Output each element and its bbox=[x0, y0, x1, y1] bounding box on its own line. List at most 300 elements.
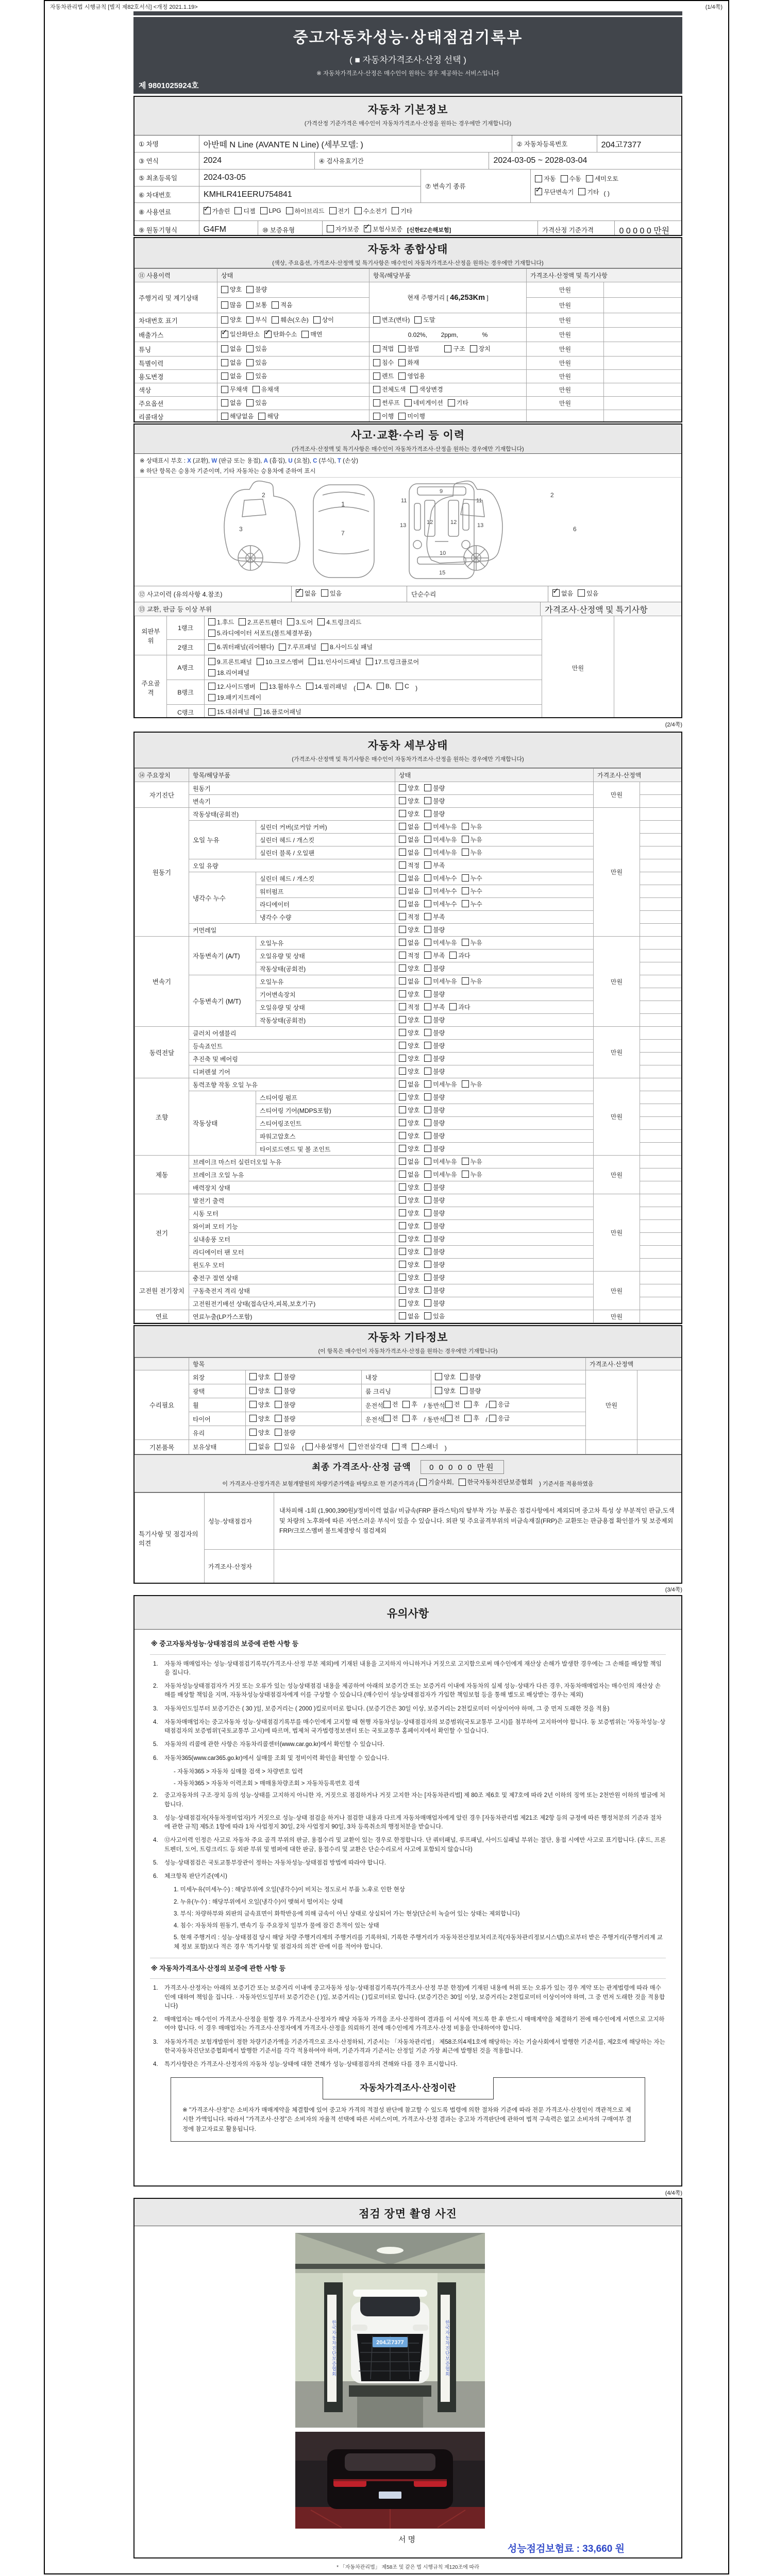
remarks-table bbox=[135, 1493, 682, 1584]
hold-state-label: 보유상태 bbox=[189, 1440, 246, 1454]
checkbox-option bbox=[399, 1003, 419, 1011]
checkbox-option bbox=[373, 344, 394, 353]
detail-item-label: 오일유량 및 상태 bbox=[256, 1001, 395, 1014]
unchecked-checkbox-icon bbox=[221, 386, 228, 393]
svg-text:13: 13 bbox=[477, 522, 483, 529]
unchecked-checkbox-icon bbox=[410, 386, 417, 393]
overall-note: (색상, 주요옵션, 가격조사·산정액 및 특기사항은 매수인이 자동차가격조사·산정을 원하는 경우에만 기재합니다) bbox=[272, 260, 544, 266]
checkbox-label: 양호 bbox=[408, 797, 420, 805]
checkbox-label: 양호 bbox=[408, 1016, 420, 1024]
detail-price-blank bbox=[640, 1297, 682, 1310]
checkbox-label: 해당 bbox=[267, 413, 279, 420]
checkbox-option bbox=[424, 938, 457, 947]
price-unit: 만원 bbox=[527, 370, 604, 383]
unchecked-checkbox-icon bbox=[234, 207, 242, 214]
unchecked-checkbox-icon bbox=[321, 589, 328, 597]
detail-state-options bbox=[395, 1040, 594, 1053]
checkbox-option bbox=[249, 1372, 270, 1381]
unchecked-checkbox-icon bbox=[462, 977, 469, 985]
notice-item-text: 자동차매매업자는 중고자동차 성능·상태점검기록부를 매수인에게 고지할 때 현행 자동차성능·상태점검자의 보증범위(국토교통부 고시)를 첨부하여 고지하여야 합니다. 동 보증범위는 '자동차성능·상태점검자의 보증범위'(국토교통부 고시)에 따르며, 법제처 국가법령정보센터 또는 국토교통부 홈페이지에서 확인할 수 있습니다. bbox=[164, 1719, 666, 1734]
row-vin-mark bbox=[135, 313, 683, 328]
checked-checkbox-icon bbox=[364, 225, 371, 232]
svg-text:11: 11 bbox=[400, 498, 407, 504]
detail-item-label: 워터펌프 bbox=[256, 885, 395, 898]
vin-label: ⑥ 차대번호 bbox=[139, 192, 171, 199]
checkbox-label: 없음 bbox=[258, 1443, 271, 1451]
detail-h-item: 항목/해당부품 bbox=[189, 769, 395, 782]
detail-subgroup-label: 작동상태 bbox=[189, 1091, 256, 1156]
basic-title: 자동차 기본정보 bbox=[367, 104, 448, 116]
detail-state-options bbox=[395, 1181, 594, 1194]
passenger-seat-label: 동반석 bbox=[427, 1416, 445, 1423]
checkbox-label: 19.패키지트레이 bbox=[217, 694, 262, 701]
detail-price-blank bbox=[640, 1284, 682, 1297]
checkbox-option bbox=[399, 874, 419, 883]
checkbox-label: 변조(변타) bbox=[382, 316, 410, 324]
vin-mark-label: 차대번호 표기 bbox=[135, 313, 217, 328]
svg-text:10: 10 bbox=[439, 550, 446, 556]
notice-subitem: 3. 부식: 차량하부와 외판의 금속표면이 화학반응에 의해 금속이 아닌 상태로 상실되어 가는 현상(단순히 녹슬어 있는 상태는 제외합니다) bbox=[174, 1910, 520, 1917]
detail-row bbox=[135, 1310, 683, 1323]
checkbox-option bbox=[221, 330, 260, 338]
row-color bbox=[135, 383, 683, 397]
checkbox-label: 양호 bbox=[408, 1093, 420, 1101]
checkbox-label: 불량 bbox=[433, 1196, 445, 1204]
unchecked-checkbox-icon bbox=[272, 301, 279, 309]
unchecked-checkbox-icon bbox=[287, 618, 294, 625]
checkbox-option bbox=[399, 1209, 419, 1217]
emission-label: 배출가스 bbox=[135, 328, 217, 342]
checkbox-option bbox=[366, 657, 419, 666]
checkbox-option bbox=[383, 1400, 398, 1409]
unchecked-checkbox-icon bbox=[399, 913, 406, 920]
unchecked-checkbox-icon bbox=[373, 359, 380, 366]
checkbox-label: 양호 bbox=[408, 1261, 420, 1268]
rankA-label: A랭크 bbox=[167, 655, 205, 680]
inspection-insurance-fee: 성능점검보험료 : 33,660 원 bbox=[507, 2544, 625, 2554]
checkbox-option bbox=[424, 1067, 445, 1076]
unchecked-checkbox-icon bbox=[327, 225, 334, 232]
state-code-letter: T bbox=[337, 458, 341, 464]
detail-state-options bbox=[395, 1001, 594, 1014]
checkbox-label: 없음 bbox=[230, 399, 242, 407]
usage-item bbox=[369, 370, 527, 383]
unchecked-checkbox-icon bbox=[275, 1443, 282, 1450]
unchecked-checkbox-icon bbox=[373, 316, 380, 324]
checkbox-label: 없음 bbox=[408, 939, 420, 946]
checkbox-option bbox=[399, 1131, 419, 1140]
checkbox-option bbox=[462, 822, 482, 831]
reg-no-value: 204고7377 bbox=[601, 140, 642, 149]
unchecked-checkbox-icon bbox=[424, 900, 431, 907]
unchecked-checkbox-icon bbox=[449, 1003, 457, 1010]
checkbox-label: 누유 bbox=[470, 1171, 482, 1178]
unchecked-checkbox-icon bbox=[399, 810, 406, 817]
title-divider bbox=[133, 15, 682, 17]
outer-panel-label: 외판부위 bbox=[135, 616, 167, 655]
notice-item-number: 4. bbox=[153, 1719, 158, 1725]
final-price-value: 0 0 0 0 0 만원 bbox=[421, 1460, 504, 1474]
checkbox-option bbox=[399, 1247, 419, 1256]
detail-state-options bbox=[395, 808, 594, 821]
final-price-note bbox=[135, 1478, 681, 1488]
unchecked-checkbox-icon bbox=[399, 990, 406, 997]
checkbox-option bbox=[287, 618, 313, 626]
svg-text:15: 15 bbox=[439, 570, 445, 576]
separator: / bbox=[424, 1402, 426, 1410]
checkbox-label: 미세누유 bbox=[433, 836, 457, 843]
checkbox-option bbox=[424, 964, 445, 973]
checkbox-option bbox=[309, 657, 361, 666]
checkbox-option bbox=[249, 1442, 270, 1451]
unchecked-checkbox-icon bbox=[445, 1415, 452, 1422]
detail-subgroup-label: 오일 누유 bbox=[189, 821, 256, 859]
page-marker-4: (4/4쪽) bbox=[665, 2190, 682, 2196]
checkbox-label: 없음 bbox=[408, 874, 420, 882]
checkbox-label: 있음 bbox=[255, 399, 267, 407]
checkbox-label: 없음 bbox=[408, 887, 420, 895]
detail-item-label: 냉각수 수량 bbox=[256, 911, 395, 924]
checkbox-label: 불량 bbox=[433, 990, 445, 998]
checkbox-option bbox=[399, 848, 419, 857]
unchecked-checkbox-icon bbox=[221, 286, 228, 293]
detail-price-blank bbox=[640, 975, 682, 988]
checkbox-label: 불량 bbox=[433, 1209, 445, 1217]
checkbox-label: 없음 bbox=[408, 1171, 420, 1178]
checkbox-label: 불량 bbox=[469, 1387, 481, 1395]
checkbox-option bbox=[399, 861, 419, 870]
checkbox-option bbox=[399, 1028, 419, 1037]
checkbox-option bbox=[424, 912, 445, 921]
svg-text:6: 6 bbox=[573, 526, 577, 533]
checkbox-option bbox=[286, 207, 325, 215]
unchecked-checkbox-icon bbox=[424, 977, 431, 985]
checkbox-option bbox=[462, 1080, 482, 1089]
checkbox-label: 양호 bbox=[408, 1145, 420, 1153]
checkbox-label: 훼손(오손) bbox=[280, 316, 309, 324]
car-base-legend: ※ 하단 항목은 승용차 기준이며, 기타 자동차는 승용차에 준하여 표시 bbox=[140, 468, 316, 474]
checkbox-label: 불법 bbox=[407, 345, 419, 353]
svg-text:9: 9 bbox=[439, 488, 443, 495]
etc-h-item: 항목 bbox=[189, 1358, 586, 1370]
detail-price-blank bbox=[640, 1181, 682, 1194]
notice-item-number: 2. bbox=[153, 1792, 158, 1799]
unchecked-checkbox-icon bbox=[399, 1106, 406, 1113]
checkbox-option bbox=[464, 1400, 479, 1409]
checkbox-label: 상이 bbox=[322, 316, 334, 324]
checkbox-option bbox=[399, 1015, 419, 1024]
checkbox-label: 전체도색 bbox=[382, 386, 406, 394]
detail-item-label: 시동 모터 bbox=[189, 1207, 395, 1220]
unchecked-checkbox-icon bbox=[373, 386, 380, 393]
unchecked-checkbox-icon bbox=[399, 1222, 406, 1229]
checkbox-option bbox=[399, 1093, 419, 1101]
checkbox-label: 5.라디에이터 서포트(볼트체결부품) bbox=[217, 630, 312, 637]
checkbox-label: 안전삼각대 bbox=[358, 1443, 388, 1451]
checkbox-option bbox=[399, 977, 419, 986]
rankC-label: C랭크 bbox=[167, 705, 205, 719]
checkbox-label: 양호 bbox=[408, 926, 420, 934]
checkbox-option bbox=[234, 207, 255, 215]
unchecked-checkbox-icon bbox=[399, 1312, 406, 1319]
detail-price-blank bbox=[640, 834, 682, 846]
state-code-desc: (흠집), bbox=[267, 458, 289, 464]
unchecked-checkbox-icon bbox=[578, 188, 585, 195]
checkbox-label: 불량 bbox=[433, 1274, 445, 1281]
checkbox-option bbox=[275, 1372, 295, 1381]
checkbox-option bbox=[412, 1442, 439, 1451]
rank1-items bbox=[205, 616, 542, 640]
unchecked-checkbox-icon bbox=[366, 658, 373, 665]
checkbox-label: 전 bbox=[392, 1401, 398, 1409]
appraiser-label: 가격조사·산정자 bbox=[205, 1550, 274, 1584]
car-diagram bbox=[135, 478, 681, 586]
unchecked-checkbox-icon bbox=[306, 1443, 313, 1450]
unchecked-checkbox-icon bbox=[221, 316, 228, 324]
detail-state-options bbox=[395, 1130, 594, 1143]
checkbox-option bbox=[399, 835, 419, 844]
unchecked-checkbox-icon bbox=[399, 1029, 406, 1036]
unchecked-checkbox-icon bbox=[399, 1235, 406, 1242]
detail-item-label: 등속죠인트 bbox=[189, 1040, 395, 1053]
section-photos bbox=[133, 2198, 682, 2558]
checkbox-label: 적정 bbox=[408, 952, 420, 959]
notice-item bbox=[153, 1791, 666, 1809]
notice-subitem: 2. 누유(누수) : 해당부위에서 오일(냉각수)이 맺혀서 떨어지는 상태 bbox=[174, 1899, 343, 1905]
checkbox-label: 썬루프 bbox=[382, 399, 400, 407]
unchecked-checkbox-icon bbox=[424, 964, 431, 972]
recall-item bbox=[369, 410, 527, 423]
checkbox-label: 누수 bbox=[470, 900, 482, 908]
checkbox-label: A, bbox=[366, 683, 372, 690]
notice-item-number: 4. bbox=[153, 2061, 158, 2067]
price-unit: 만원 bbox=[594, 808, 640, 937]
row-usage-change bbox=[135, 370, 683, 383]
checkbox-label: B, bbox=[385, 683, 392, 690]
checkbox-label: 기타 bbox=[587, 188, 599, 196]
unchecked-checkbox-icon bbox=[399, 784, 406, 791]
price-unit: 만원 bbox=[586, 1370, 637, 1440]
checkbox-option bbox=[221, 385, 248, 394]
unchecked-checkbox-icon bbox=[449, 952, 457, 959]
bottom-footnote: * 「자동차관리법」 제58조 및 같은 법 시행규칙 제120조에 따라 bbox=[337, 2565, 479, 2570]
notice-item-text: 자동차가격은 보험개발원이 정한 차량기준가액을 기준가격으로 조사·산정하되, 기준서는 「자동차관리법」 제58조의4제1호에 해당하는 자는 기술사회에서 발행한 기준서를, 제2호에 해당하는 자는 한국자동차진단보증협회에서 발행한 기준서를 각각 적용하여야 하며, 기준가격과 기준서는 산정일 기준 가장 최근에 발행된 것을 적용합니다. bbox=[164, 2039, 665, 2054]
checkbox-label: 7.루프패널 bbox=[287, 643, 317, 651]
checkbox-label: 누유 bbox=[470, 1158, 482, 1165]
notice-subitem: 1. 미세누유(미세누수) : 해당부위에 오일(냉각수)이 비치는 정도로서 부품 노후로 인한 현상 bbox=[174, 1887, 405, 1893]
detail-item-label: 작동상태(공회전) bbox=[189, 808, 395, 821]
checkbox-option bbox=[246, 344, 267, 353]
detail-item-label: 작동상태(공회전) bbox=[256, 1014, 395, 1027]
unchecked-checkbox-icon bbox=[424, 1055, 431, 1062]
checkbox-option bbox=[373, 398, 400, 407]
checkbox-label: 없음 bbox=[230, 359, 242, 367]
row-appraiser-remarks bbox=[135, 1550, 683, 1584]
unchecked-checkbox-icon bbox=[306, 683, 313, 690]
warranty-insurer: [신한EZ손해보험] bbox=[407, 227, 451, 233]
unchecked-checkbox-icon bbox=[424, 1274, 431, 1281]
unchecked-checkbox-icon bbox=[239, 618, 246, 625]
checkbox-label: 양호 bbox=[408, 1248, 420, 1256]
unchecked-checkbox-icon bbox=[399, 849, 406, 856]
checkbox-label: 양호 bbox=[408, 1274, 420, 1281]
unchecked-checkbox-icon bbox=[561, 175, 568, 182]
checkbox-label: 불량 bbox=[433, 810, 445, 818]
checkbox-label: 적정 bbox=[408, 861, 420, 869]
overall-h-price: 가격조사·산정액 및 특기사항 bbox=[527, 269, 683, 282]
rankB-items bbox=[205, 680, 542, 705]
checkbox-option bbox=[399, 1260, 419, 1269]
warranty-options bbox=[322, 221, 537, 236]
notice-item-number: 6. bbox=[153, 1873, 158, 1879]
unchecked-checkbox-icon bbox=[246, 372, 254, 380]
unchecked-checkbox-icon bbox=[301, 331, 309, 338]
unchecked-checkbox-icon bbox=[448, 399, 455, 406]
checkbox-label: 유채색 bbox=[261, 386, 279, 394]
detail-state-options bbox=[395, 924, 594, 937]
detail-state-options bbox=[395, 1078, 594, 1091]
checkbox-label: 미세누유 bbox=[433, 1080, 457, 1088]
exchange-table bbox=[135, 616, 682, 718]
basic-note: (가격산정 기준가격은 매수인이 자동차가격조사·산정을 원하는 경우에만 기재합니다) bbox=[304, 121, 512, 127]
glass-state bbox=[246, 1426, 586, 1440]
unchecked-checkbox-icon bbox=[424, 952, 431, 959]
checkbox-label: 기술사회, bbox=[428, 1479, 454, 1486]
unchecked-checkbox-icon bbox=[399, 1080, 406, 1088]
paren: ( bbox=[354, 684, 356, 691]
checked-checkbox-icon bbox=[296, 589, 303, 597]
detail-header bbox=[135, 733, 681, 768]
checkbox-label: 불량 bbox=[433, 1055, 445, 1062]
unchecked-checkbox-icon bbox=[399, 1042, 406, 1049]
checkbox-option bbox=[208, 693, 261, 702]
detail-state-options bbox=[395, 1065, 594, 1078]
unchecked-checkbox-icon bbox=[246, 345, 254, 352]
checkbox-option bbox=[208, 682, 256, 691]
tuning-state bbox=[217, 342, 369, 357]
document-note: ※ 자동차가격조사·산정은 매수인이 원하는 경우 제공하는 서비스입니다 bbox=[316, 71, 499, 77]
checkbox-label: 부족 bbox=[433, 861, 445, 869]
checkbox-option bbox=[561, 174, 581, 183]
checkbox-option bbox=[399, 1080, 419, 1089]
checkbox-option bbox=[239, 618, 282, 626]
unchecked-checkbox-icon bbox=[399, 964, 406, 972]
checkbox-option bbox=[306, 682, 347, 691]
detail-price-blank bbox=[640, 1078, 682, 1091]
unchecked-checkbox-icon bbox=[424, 1042, 431, 1049]
checkbox-option bbox=[424, 809, 445, 818]
checkbox-label: 없음 bbox=[408, 977, 420, 985]
interior-state bbox=[431, 1370, 586, 1384]
detail-title: 자동차 세부상태 bbox=[367, 740, 448, 752]
checkbox-label: 적정 bbox=[408, 1003, 420, 1011]
unchecked-checkbox-icon bbox=[399, 952, 406, 959]
unchecked-checkbox-icon bbox=[424, 1261, 431, 1268]
state-code-letter: C bbox=[313, 458, 317, 464]
section-notice bbox=[133, 1595, 682, 2187]
checkbox-option bbox=[424, 1054, 445, 1063]
checkbox-option bbox=[272, 315, 308, 324]
unchecked-checkbox-icon bbox=[399, 1016, 406, 1023]
checkbox-option bbox=[249, 1414, 270, 1423]
checkbox-option bbox=[424, 874, 457, 883]
checkbox-option bbox=[221, 371, 242, 380]
checkbox-option bbox=[424, 990, 445, 998]
overall-header bbox=[135, 238, 681, 268]
detail-state-options bbox=[395, 1310, 594, 1323]
exchange-label: ⑬ 교환, 판금 등 이상 부위 bbox=[139, 606, 212, 613]
checkbox-option bbox=[424, 1170, 457, 1179]
checkbox-option bbox=[399, 1067, 419, 1076]
detail-price-blank bbox=[640, 1065, 682, 1078]
overall-h-usage: ⑪ 사용이력 bbox=[135, 269, 217, 282]
checkbox-label: 없음 bbox=[304, 589, 317, 597]
detail-row bbox=[135, 1272, 683, 1284]
checkbox-label: 12.사이드멤버 bbox=[217, 683, 256, 690]
checkbox-label: 양호 bbox=[408, 1299, 420, 1307]
notice-item-number: 3. bbox=[153, 2039, 158, 2045]
unchecked-checkbox-icon bbox=[462, 874, 469, 882]
checkbox-option bbox=[462, 848, 482, 857]
unchecked-checkbox-icon bbox=[412, 1443, 419, 1450]
emission-state bbox=[217, 328, 369, 342]
regulation-note: 자동차관리법 시행규칙 [별지 제82호서식] <개정 2021.1.19> bbox=[50, 4, 198, 10]
checkbox-option bbox=[246, 371, 267, 380]
meta-row bbox=[50, 3, 722, 11]
document-subtitle: ( ■ 자동차가격조사·산정 선택 ) bbox=[349, 55, 466, 65]
checkbox-label: 양호 bbox=[408, 1029, 420, 1037]
unchecked-checkbox-icon bbox=[424, 1299, 431, 1307]
checkbox-option bbox=[398, 358, 419, 367]
unchecked-checkbox-icon bbox=[399, 977, 406, 985]
mileage-pre: 현재 주행거리 [ bbox=[407, 294, 448, 301]
detail-item-label: 실린더 블록 / 오일팬 bbox=[256, 846, 395, 859]
checkbox-option bbox=[459, 1478, 533, 1486]
unchecked-checkbox-icon bbox=[399, 797, 406, 804]
section-etc-info bbox=[133, 1325, 682, 1584]
notice-item-number: 2. bbox=[153, 1683, 158, 1689]
checkbox-option bbox=[357, 683, 372, 690]
checkbox-option bbox=[424, 1234, 445, 1243]
detail-state-options bbox=[395, 782, 594, 795]
document-title: 중고자동차성능·상태점검기록부 bbox=[293, 29, 523, 46]
checkbox-label: 불량 bbox=[283, 1401, 296, 1409]
notice-subitem: - 자동차365 > 자동차 실매물 검색 > 차량번호 입력 bbox=[174, 1768, 303, 1775]
mileage-suf: ] bbox=[486, 294, 489, 301]
unchecked-checkbox-icon bbox=[208, 683, 215, 690]
detail-row bbox=[135, 782, 683, 795]
checkbox-option bbox=[462, 938, 482, 947]
notice-title: 유의사항 bbox=[386, 1608, 429, 1620]
checkbox-label: 부족 bbox=[433, 913, 445, 921]
detail-state-options bbox=[395, 821, 594, 834]
car-name-value: 아반떼 N Line (AVANTE N Line) (세부모델: ) bbox=[203, 140, 363, 149]
checkbox-label: 불량 bbox=[433, 1029, 445, 1037]
checkbox-label: 네비게이션 bbox=[413, 399, 443, 407]
unchecked-checkbox-icon bbox=[399, 1299, 406, 1307]
photo-rear-illustration bbox=[295, 2432, 485, 2529]
checkbox-label: 세미오토 bbox=[594, 175, 619, 182]
notice-item-text: 자동차의 리콜에 관한 사항은 자동차리콜센터(www.car.go.kr)에서 확인할 수 있습니다. bbox=[164, 1741, 384, 1748]
tire-state bbox=[246, 1412, 362, 1426]
checkbox-label: 불량 bbox=[433, 964, 445, 972]
checkbox-option bbox=[424, 1286, 445, 1295]
unchecked-checkbox-icon bbox=[489, 1401, 496, 1408]
checkbox-option bbox=[221, 300, 242, 309]
notice-item bbox=[153, 2038, 666, 2056]
checkbox-option bbox=[424, 848, 457, 857]
checkbox-option bbox=[399, 938, 419, 947]
